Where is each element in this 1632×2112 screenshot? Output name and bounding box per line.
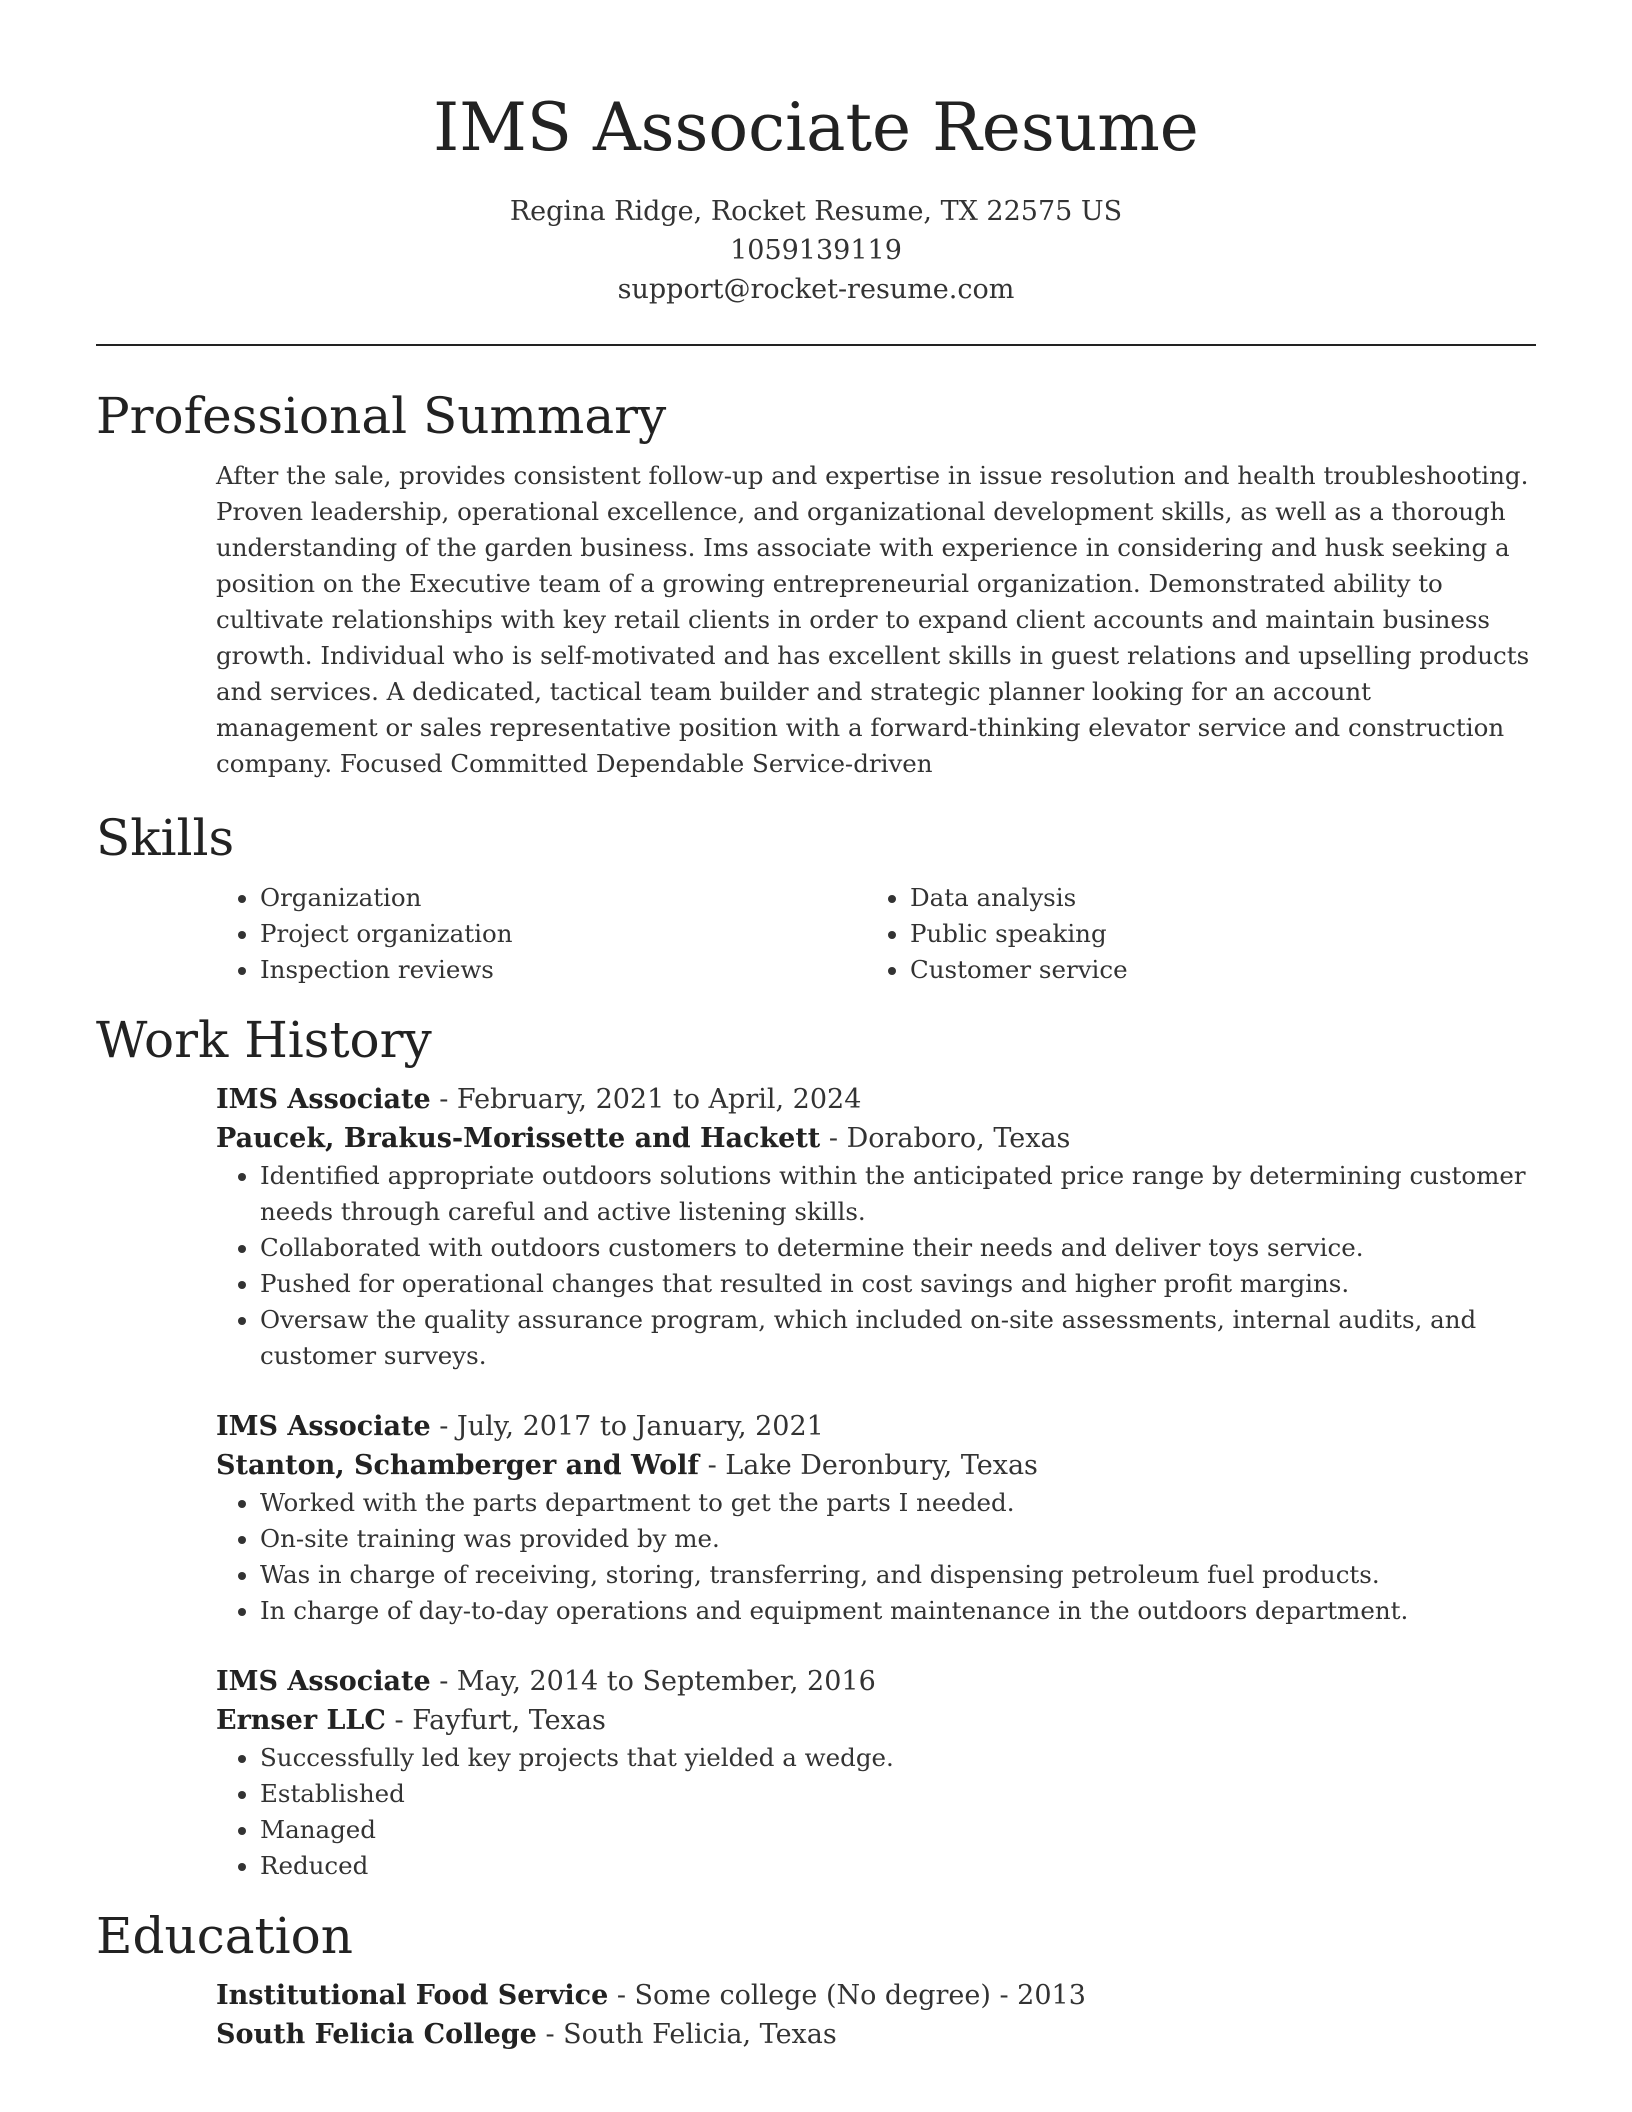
- job-bullet: • Managed: [260, 1812, 1536, 1848]
- job-entry: [216, 1407, 1536, 1629]
- job-employer: Ernser LLC: [216, 1705, 386, 1736]
- education-details: - Some college (No degree) - 2013: [608, 1980, 1086, 2011]
- job-dates: - February, 2021 to April, 2024: [430, 1084, 862, 1115]
- work-history-heading: Work History: [96, 1011, 432, 1069]
- job-employer-line: [216, 1119, 1536, 1158]
- education-school-line: [216, 2015, 1536, 2054]
- job-bullet: • Oversaw the quality assurance program, which included on-site assessments, internal audits, and customer surveys.: [260, 1302, 1536, 1374]
- job-bullet: • In charge of day-to-day operations and equipment maintenance in the outdoors department.: [260, 1593, 1536, 1629]
- job-employer-line: [216, 1701, 1536, 1740]
- job-bullet: • Collaborated with outdoors customers to determine their needs and deliver toys service.: [260, 1230, 1536, 1266]
- job-bullet: • Identified appropriate outdoors solutions within the anticipated price range by determining customer needs through careful and active listening skills.: [260, 1158, 1536, 1230]
- job-employer: Paucek, Brakus-Morissette and Hackett: [216, 1123, 821, 1154]
- education-school: South Felicia College: [216, 2019, 537, 2050]
- job-bullet: • Established: [260, 1776, 1536, 1812]
- contact-address: Regina Ridge, Rocket Resume, TX 22575 US: [509, 196, 1123, 227]
- job-bullets: [216, 1158, 1536, 1374]
- skill-item: • Organization: [260, 880, 866, 916]
- job-bullet: • Worked with the parts department to get the parts I needed.: [260, 1485, 1536, 1521]
- job-employer: Stanton, Schamberger and Wolf: [216, 1450, 700, 1481]
- resume-title: IMS Associate Resume: [433, 89, 1199, 166]
- job-title: IMS Associate: [216, 1084, 431, 1115]
- skill-item: • Data analysis: [910, 880, 1516, 916]
- job-employer-line: [216, 1446, 1536, 1485]
- job-bullet: • Pushed for operational changes that resulted in cost savings and higher profit margins.: [260, 1266, 1536, 1302]
- job-title-line: [216, 1407, 1536, 1446]
- job-bullet: • Successfully led key projects that yielded a wedge.: [260, 1740, 1536, 1776]
- header-divider: [96, 344, 1536, 346]
- job-bullet: • Reduced: [260, 1848, 1536, 1884]
- skills-heading: Skills: [96, 809, 235, 867]
- job-title-line: [216, 1080, 1536, 1119]
- education-program: Institutional Food Service: [216, 1980, 609, 2011]
- resume-header: [96, 0, 1536, 309]
- summary-heading: Professional Summary: [96, 387, 667, 445]
- job-entry: [216, 1662, 1536, 1884]
- education-program-line: [216, 1976, 1536, 2015]
- skill-item: • Project organization: [260, 916, 866, 952]
- skill-item: • Customer service: [910, 952, 1516, 988]
- education-entry: [216, 1976, 1536, 2054]
- job-location: - Fayfurt, Texas: [385, 1705, 606, 1736]
- job-bullets: [216, 1485, 1536, 1629]
- job-dates: - May, 2014 to September, 2016: [430, 1666, 876, 1697]
- resume-page: [96, 0, 1536, 2054]
- job-bullet: • On-site training was provided by me.: [260, 1521, 1536, 1557]
- summary-text: After the sale, provides consistent follow-up and expertise in issue resolution and health troubleshooting. Proven leadership, operational excellence, and organizational development skills, as well as a thorough understanding of the garden business. Ims associate with experience in considering and husk seeking a position on the Executive team of a growing entrepreneurial organization. Demonstrated ability to cultivate relationships with key retail clients in order to expand client accounts and maintain business growth. Individual who is self-motivated and has excellent skills in guest relations and upselling products and services. A dedicated, tactical team builder and strategic planner looking for an account management or sales representative position with a forward-thinking elevator service and construction company. Focused Committed Dependable Service-driven: [216, 461, 1530, 778]
- job-bullets: [216, 1740, 1536, 1884]
- job-title: IMS Associate: [216, 1666, 431, 1697]
- contact-email: support@rocket-resume.com: [617, 274, 1015, 305]
- job-location: - Doraboro, Texas: [820, 1123, 1071, 1154]
- job-dates: - July, 2017 to January, 2021: [430, 1411, 824, 1442]
- job-title-line: [216, 1662, 1536, 1701]
- skills-list-left: [216, 880, 866, 988]
- skills-list-right: [866, 880, 1516, 988]
- job-title: IMS Associate: [216, 1411, 431, 1442]
- education-location: - South Felicia, Texas: [536, 2019, 837, 2050]
- skills-grid: [216, 880, 1536, 988]
- job-entry: [216, 1080, 1536, 1374]
- skill-item: • Public speaking: [910, 916, 1516, 952]
- contact-phone: 1059139119: [730, 235, 902, 266]
- education-heading: Education: [96, 1907, 353, 1965]
- skill-item: • Inspection reviews: [260, 952, 866, 988]
- job-location: - Lake Deronbury, Texas: [699, 1450, 1038, 1481]
- job-bullet: • Was in charge of receiving, storing, transferring, and dispensing petroleum fuel products.: [260, 1557, 1536, 1593]
